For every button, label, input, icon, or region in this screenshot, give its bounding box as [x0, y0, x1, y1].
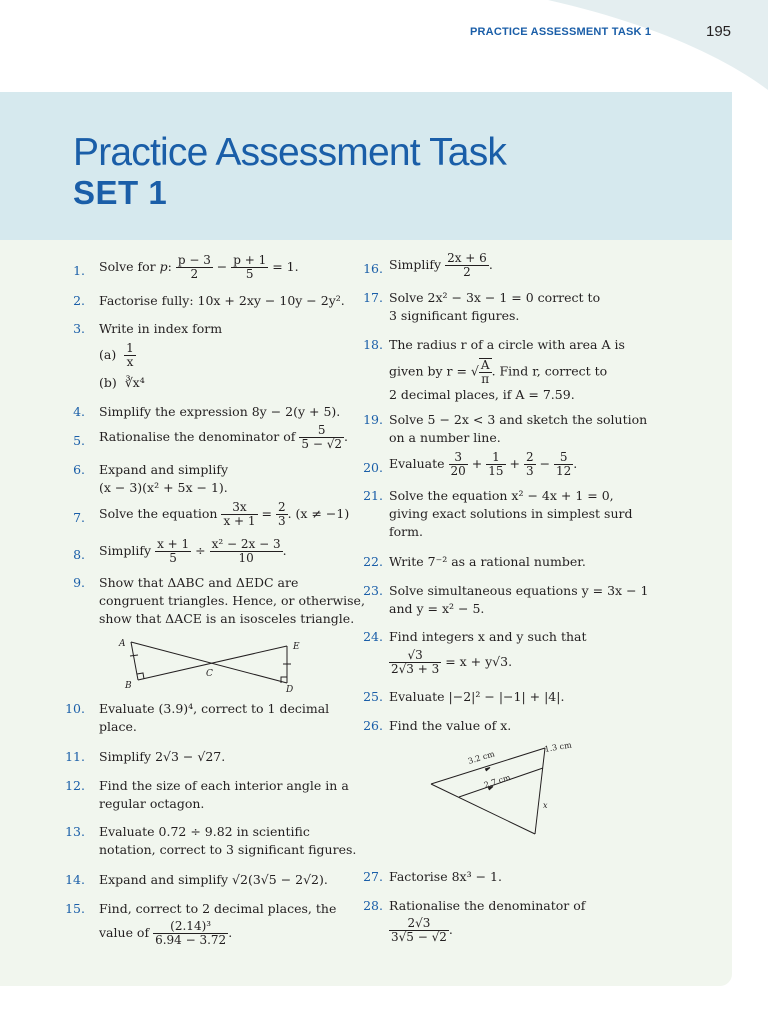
- question-7: Solve the equation $\frac{3x}{x + 1}$ = $\frac{2}{3}$ . (x ≠ −1): [99, 500, 350, 528]
- question-number: 27.: [363, 869, 383, 884]
- question-5: Rationalise the denominator of $\frac{5}{5 - √2}$ .: [99, 423, 348, 451]
- question-4: Simplify the expression 8y − 2(y + 5).: [99, 404, 341, 419]
- question-number: 26.: [363, 718, 383, 733]
- vertex-label-d: D: [286, 685, 294, 694]
- question-15: Find, correct to 2 decimal places, the value of $\frac{\text{(2.14)³}}{6.94 - 3.72}$ .: [99, 901, 337, 947]
- question-27: Factorise 8x³ − 1.: [389, 869, 502, 884]
- vertex-label-c: C: [206, 669, 213, 679]
- question-number: 4.: [73, 404, 85, 419]
- question-17: Solve 2x² − 3x − 1 = 0 correct to 3 significant figures.: [389, 290, 601, 323]
- question-number: 7.: [73, 510, 85, 525]
- page-number: 195: [706, 23, 732, 40]
- length-label-2-7: 2.7 cm: [482, 772, 512, 790]
- question-28: Rationalise the denominator of $\frac{2√3}{3√5 - √2}$ .: [389, 898, 586, 944]
- question-number: 10.: [65, 701, 85, 716]
- length-label-3-2: 3.2 cm: [466, 749, 496, 766]
- question-20: Evaluate $\frac{3}{20}$ + $\frac{1}{15}$ + $\frac{2}{3}$ − $\frac{5}{12}$ .: [389, 450, 578, 478]
- question-18: The radius r of a circle with area A is given by r = √ $\frac{A}{\pi}$ . Find r, correct to 2 decimal places, if A = 7.59.: [389, 337, 625, 402]
- question-24: Find integers x and y such that $\frac{√3}{2√3 + 3}$ = x + y√3.: [389, 629, 587, 676]
- question-26: Find the value of x.: [389, 718, 512, 733]
- question-21: Solve the equation x² − 4x + 1 = 0, giving exact solutions in simplest surd form.: [389, 488, 633, 539]
- question-25: Evaluate |−2|² − |−1| + |4|.: [389, 689, 565, 704]
- question-number: 18.: [363, 337, 383, 352]
- vertex-label-e: E: [293, 642, 300, 652]
- question-number: 5.: [73, 433, 85, 448]
- question-number: 1.: [73, 263, 85, 278]
- question-number: 14.: [65, 872, 85, 887]
- question-number: 15.: [65, 901, 85, 916]
- question-16: Simplify $\frac{2x + 6}{2}$ .: [389, 251, 493, 279]
- question-number: 17.: [363, 290, 383, 305]
- question-number: 3.: [73, 321, 85, 336]
- question-number: 28.: [363, 898, 383, 913]
- running-head: PRACTICE ASSESSMENT TASK 1: [470, 26, 652, 38]
- question-2: Factorise fully: 10x + 2xy − 10y − 2y².: [99, 293, 345, 308]
- page-subtitle: SET 1: [73, 174, 168, 211]
- question-number: 11.: [65, 749, 85, 764]
- question-number: 9.: [73, 575, 85, 590]
- length-label-x: x: [543, 801, 548, 810]
- question-10: Evaluate (3.9)⁴, correct to 1 decimal place.: [99, 701, 330, 734]
- question-number: 25.: [363, 689, 383, 704]
- question-number: 16.: [363, 261, 383, 276]
- question-number: 22.: [363, 554, 383, 569]
- question-19: Solve 5 − 2x < 3 and sketch the solution on a number line.: [389, 412, 648, 445]
- question-13: Evaluate 0.72 ÷ 9.82 in scientific notation, correct to 3 significant figures.: [99, 824, 357, 857]
- question-3a: (a) $\frac{1}{x}$: [99, 341, 134, 369]
- question-3: Write in index form: [99, 321, 223, 336]
- question-11: Simplify 2√3 − √27.: [99, 749, 226, 764]
- question-14: Expand and simplify √2(3√5 − 2√2).: [99, 872, 328, 887]
- vertex-label-a: A: [119, 639, 126, 649]
- similar-triangles-diagram: [425, 738, 585, 838]
- question-1: Solve for p: $\frac{p - 3}{2}$ − $\frac{p + 1}{5}$ = 1.: [99, 253, 299, 281]
- page-corner-curve: [508, 0, 768, 90]
- question-number: 19.: [363, 412, 383, 427]
- length-label-1-3: 1.3 cm: [543, 740, 573, 754]
- question-9: Show that ΔABC and ΔEDC are congruent triangles. Hence, or otherwise, show that ΔACE is an isosceles triangle.: [99, 575, 365, 626]
- question-number: 2.: [73, 293, 85, 308]
- page-title: Practice Assessment Task: [73, 131, 507, 174]
- question-12: Find the size of each interior angle in a regular octagon.: [99, 778, 349, 811]
- congruent-triangles-diagram: [115, 636, 315, 694]
- question-23: Solve simultaneous equations y = 3x − 1 and y = x² − 5.: [389, 583, 649, 616]
- question-3b: (b) ∛x⁴: [99, 375, 145, 390]
- question-number: 20.: [363, 460, 383, 475]
- question-8: Simplify $\frac{x + 1}{5}$ ÷ $\frac{\text{x² − 2x − 3}}{10}$ .: [99, 537, 287, 565]
- question-6: Expand and simplify (x − 3)(x² + 5x − 1).: [99, 462, 229, 495]
- question-number: 12.: [65, 778, 85, 793]
- question-number: 8.: [73, 547, 85, 562]
- vertex-label-b: B: [125, 681, 132, 691]
- question-number: 6.: [73, 462, 85, 477]
- question-number: 13.: [65, 824, 85, 839]
- question-number: 21.: [363, 488, 383, 503]
- question-number: 24.: [363, 629, 383, 644]
- question-22: Write 7⁻² as a rational number.: [389, 554, 586, 569]
- question-number: 23.: [363, 583, 383, 598]
